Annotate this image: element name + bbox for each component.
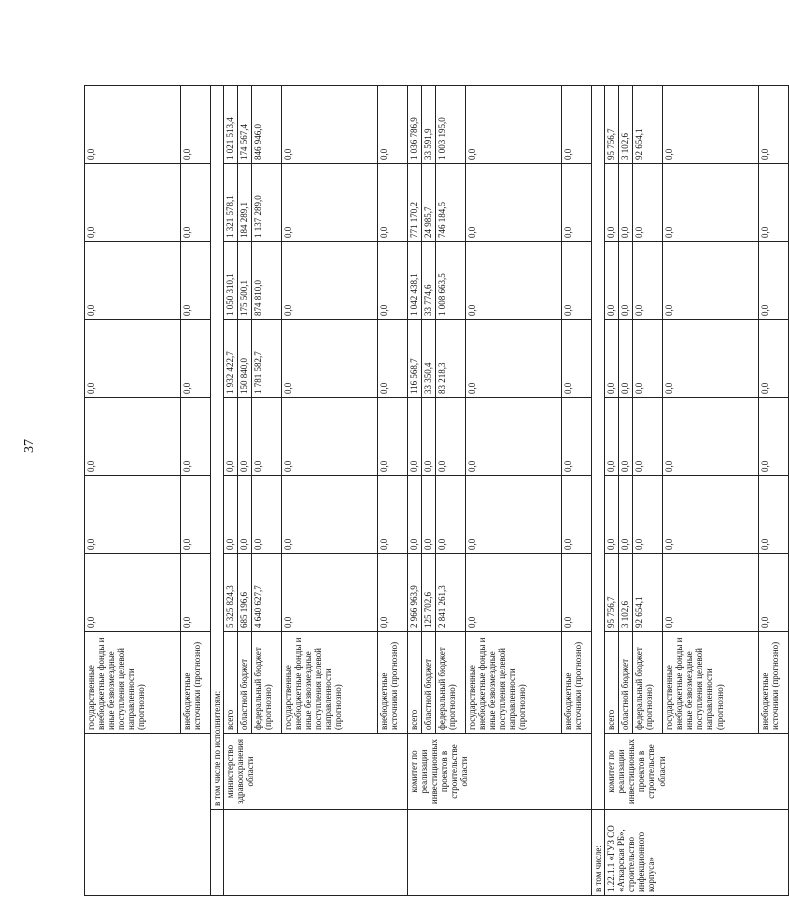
table-cell-value: 1 036 786,9 xyxy=(408,86,422,164)
funding-source-label: федеральный бюджет (прогнозно) xyxy=(633,632,663,734)
page-number: 37 xyxy=(22,439,37,453)
table-cell-value: 0,0 xyxy=(633,320,663,398)
table-cell-value: 0,0 xyxy=(562,164,592,242)
table-cell-value: 0,0 xyxy=(759,242,789,320)
table-cell-value: 0,0 xyxy=(85,476,181,554)
table-cell-value: 0,0 xyxy=(181,554,211,632)
table-cell-value: 0,0 xyxy=(436,476,466,554)
table-cell-value: 0,0 xyxy=(562,476,592,554)
table-cell-value: 0,0 xyxy=(252,398,282,476)
table-cell-value: 0,0 xyxy=(562,554,592,632)
table-body xyxy=(85,86,789,896)
table-cell-value: 24 985,7 xyxy=(422,164,436,242)
funding-source-label: государственные внебюджетные фонды и иные безвозмездные поступления целевой направленности (прогнозно) xyxy=(663,632,759,734)
table-cell-value: 1 008 663,5 xyxy=(436,242,466,320)
table-cell-value: 0,0 xyxy=(633,242,663,320)
table-cell-value: 0,0 xyxy=(85,242,181,320)
table-cell-value: 685 196,6 xyxy=(238,554,252,632)
table-cell-value: 0,0 xyxy=(663,320,759,398)
section-heading-row xyxy=(592,86,605,896)
table-cell-value: 125 702,6 xyxy=(422,554,436,632)
table-cell-value: 0,0 xyxy=(282,476,378,554)
rotated-table-container xyxy=(84,86,781,896)
table-cell-value: 1 021 513,4 xyxy=(224,86,238,164)
funding-source-label: всего xyxy=(408,632,422,734)
table-cell-value: 95 756,7 xyxy=(605,86,619,164)
table-cell-value: 0,0 xyxy=(759,398,789,476)
table-cell-value: 0,0 xyxy=(562,242,592,320)
table-cell-value: 0,0 xyxy=(605,242,619,320)
table-cell-value: 0,0 xyxy=(282,242,378,320)
funding-source-label: государственные внебюджетные фонды и иные безвозмездные поступления целевой направленности (прогнозно) xyxy=(466,632,562,734)
table-cell-value: 33 350,4 xyxy=(422,320,436,398)
table-cell-value: 0,0 xyxy=(238,398,252,476)
funding-source-label: федеральный бюджет (прогнозно) xyxy=(252,632,282,734)
funding-source-label: внебюджетные источники (прогнозно) xyxy=(562,632,592,734)
table-cell-value: 0,0 xyxy=(282,320,378,398)
table-cell-value: 33 591,9 xyxy=(422,86,436,164)
table-cell-value: 0,0 xyxy=(181,476,211,554)
table-cell-value: 5 325 824,3 xyxy=(224,554,238,632)
blank-cell xyxy=(408,810,592,896)
table-cell-value: 33 774,6 xyxy=(422,242,436,320)
table-cell-value: 0,0 xyxy=(663,476,759,554)
table-cell-value: 0,0 xyxy=(663,242,759,320)
table-cell-value: 0,0 xyxy=(378,554,408,632)
table-cell-value: 0,0 xyxy=(85,320,181,398)
table-cell-value: 0,0 xyxy=(619,476,633,554)
table-cell-value: 0,0 xyxy=(282,554,378,632)
funding-source-label: федеральный бюджет (прогнозно) xyxy=(436,632,466,734)
funding-source-label: государственные внебюджетные фонды и иные безвозмездные поступления целевой направленности (прогнозно) xyxy=(85,632,181,734)
table-cell-value: 0,0 xyxy=(85,164,181,242)
table-cell-value: 0,0 xyxy=(619,398,633,476)
executor-name: комитет по реализации инвестиционных проектов в строительстве области xyxy=(605,734,789,810)
table-cell-value: 874 810,0 xyxy=(252,242,282,320)
table-cell-value: 3 102,6 xyxy=(619,554,633,632)
table-cell-value: 0,0 xyxy=(238,476,252,554)
table-cell-value: 0,0 xyxy=(605,164,619,242)
table-cell-value: 0,0 xyxy=(224,476,238,554)
table-cell-value: 0,0 xyxy=(181,164,211,242)
table-cell-value: 0,0 xyxy=(408,398,422,476)
table-row xyxy=(408,86,422,896)
table-cell-value: 0,0 xyxy=(605,398,619,476)
table-cell-value: 0,0 xyxy=(759,554,789,632)
table-row xyxy=(85,86,181,896)
funding-source-label: областной бюджет xyxy=(238,632,252,734)
table-cell-value: 746 184,5 xyxy=(436,164,466,242)
table-cell-value: 0,0 xyxy=(378,398,408,476)
table-cell-value: 0,0 xyxy=(466,164,562,242)
table-cell-value: 2 966 963,9 xyxy=(408,554,422,632)
table-row xyxy=(605,86,619,896)
table-cell-value: 0,0 xyxy=(85,398,181,476)
funding-source-label: внебюджетные источники (прогнозно) xyxy=(378,632,408,734)
table-cell-value: 0,0 xyxy=(759,164,789,242)
table-cell-value: 0,0 xyxy=(619,164,633,242)
table-cell-value: 0,0 xyxy=(85,554,181,632)
table-cell-value: 0,0 xyxy=(378,164,408,242)
table-cell-value: 0,0 xyxy=(181,320,211,398)
item-title: 1.22.1.1 «ГУЗ СО «Аткарская РБ», строительство инфекционного корпуса» xyxy=(605,810,789,896)
table-cell-value: 0,0 xyxy=(378,476,408,554)
table-cell-value: 92 654,1 xyxy=(633,554,663,632)
table-cell-value: 3 102,6 xyxy=(619,86,633,164)
table-cell-value: 92 654,1 xyxy=(633,86,663,164)
blank-cell xyxy=(592,86,605,810)
table-cell-value: 1 050 310,1 xyxy=(224,242,238,320)
table-cell-value: 0,0 xyxy=(562,398,592,476)
table-cell-value: 1 781 582,7 xyxy=(252,320,282,398)
table-cell-value: 1 042 438,1 xyxy=(408,242,422,320)
table-cell-value: 184 289,1 xyxy=(238,164,252,242)
table-cell-value: 0,0 xyxy=(378,242,408,320)
table-cell-value: 0,0 xyxy=(85,86,181,164)
table-cell-value: 0,0 xyxy=(378,86,408,164)
table-cell-value: 0,0 xyxy=(466,86,562,164)
funding-source-label: всего xyxy=(224,632,238,734)
table-cell-value: 1 932 422,7 xyxy=(224,320,238,398)
table-cell-value: 150 840,0 xyxy=(238,320,252,398)
funding-source-label: внебюджетные источники (прогнозно) xyxy=(759,632,789,734)
table-cell-value: 0,0 xyxy=(663,554,759,632)
table-cell-value: 0,0 xyxy=(422,398,436,476)
table-cell-value: 1 137 289,0 xyxy=(252,164,282,242)
table-cell-value: 0,0 xyxy=(224,398,238,476)
table-cell-value: 0,0 xyxy=(562,320,592,398)
table-cell-value: 0,0 xyxy=(466,398,562,476)
table-cell-value: 0,0 xyxy=(619,320,633,398)
table-cell-value: 0,0 xyxy=(663,398,759,476)
table-cell-value: 0,0 xyxy=(633,398,663,476)
table-cell-value: 116 568,7 xyxy=(408,320,422,398)
table-cell-value: 0,0 xyxy=(759,86,789,164)
table-cell-value: 0,0 xyxy=(252,476,282,554)
table-cell-value: 1 003 195,0 xyxy=(436,86,466,164)
table-cell-value: 4 640 627,7 xyxy=(252,554,282,632)
table-cell-value: 0,0 xyxy=(466,242,562,320)
table-cell-value: 0,0 xyxy=(181,242,211,320)
table-cell-value: 175 500,1 xyxy=(238,242,252,320)
funding-source-label: всего xyxy=(605,632,619,734)
table-cell-value: 771 170,2 xyxy=(408,164,422,242)
executor-name: комитет по реализации инвестиционных проектов в строительстве области xyxy=(408,734,592,810)
section-heading-row xyxy=(211,86,224,896)
table-cell-value: 0,0 xyxy=(619,242,633,320)
table-cell-value: 0,0 xyxy=(466,554,562,632)
table-cell-value: 95 756,7 xyxy=(605,554,619,632)
blank-cell xyxy=(224,810,408,896)
table-cell-value: 0,0 xyxy=(633,164,663,242)
table-cell-value: 0,0 xyxy=(663,86,759,164)
table-cell-value: 0,0 xyxy=(562,86,592,164)
table-cell-value: 0,0 xyxy=(422,476,436,554)
table-cell-value: 0,0 xyxy=(759,320,789,398)
table-cell-value: 0,0 xyxy=(663,164,759,242)
funding-source-label: областной бюджет xyxy=(619,632,633,734)
table-cell-value: 0,0 xyxy=(181,398,211,476)
table-cell-value: 1 321 578,1 xyxy=(224,164,238,242)
table-cell-value: 0,0 xyxy=(436,398,466,476)
table-cell-value: 2 841 261,3 xyxy=(436,554,466,632)
table-cell-value: 0,0 xyxy=(633,476,663,554)
table-cell-value: 0,0 xyxy=(282,398,378,476)
table-cell-value: 174 567,4 xyxy=(238,86,252,164)
blank-cell xyxy=(211,810,224,896)
table-cell-value: 0,0 xyxy=(466,476,562,554)
table-row xyxy=(224,86,238,896)
table-cell-value: 0,0 xyxy=(759,476,789,554)
table-cell-value: 0,0 xyxy=(605,320,619,398)
budget-table xyxy=(84,85,789,896)
funding-source-label: внебюджетные источники (прогнозно) xyxy=(181,632,211,734)
table-cell-value: 0,0 xyxy=(408,476,422,554)
table-cell-value: 0,0 xyxy=(378,320,408,398)
table-cell-value: 0,0 xyxy=(466,320,562,398)
table-cell-value: 0,0 xyxy=(605,476,619,554)
table-cell-value: 83 218,3 xyxy=(436,320,466,398)
table-cell-value: 846 946,0 xyxy=(252,86,282,164)
table-cell-value: 0,0 xyxy=(282,164,378,242)
section-heading: в том числе по исполнителям: xyxy=(211,86,224,810)
table-cell-value: 0,0 xyxy=(282,86,378,164)
funding-source-label: областной бюджет xyxy=(422,632,436,734)
executor-name: министерство здравоохранения области xyxy=(224,734,408,810)
section-heading: в том числе: xyxy=(592,810,605,896)
table-cell-value: 0,0 xyxy=(181,86,211,164)
funding-source-label: государственные внебюджетные фонды и иные безвозмездные поступления целевой направленности (прогнозно) xyxy=(282,632,378,734)
continuation-cell xyxy=(85,734,211,896)
